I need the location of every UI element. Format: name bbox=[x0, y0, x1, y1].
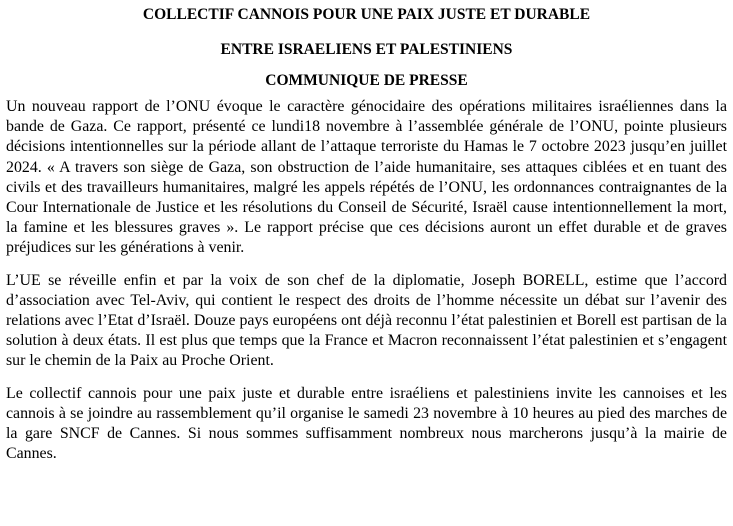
paragraph-onu-report: Un nouveau rapport de l’ONU évoque le caractère génocidaire des opérations militaires israéliennes dans la bande de Gaza. Ce rapport, présenté ce lundi18 novembre à l’assemblée générale de l’ONU, pointe plusieurs décisions intentionnelles sur la période allant de l’attaque terroriste du Hamas le 7 octobre 2023 jusqu’en juillet 2024. « A travers son siège de Gaza, son obstruction de l’aide humanitaire, ses attaques ciblées et en tuant des civils et des travailleurs humanitaires, malgré les appels répétés de l’ONU, les ordonnances contraignantes de la Cour Internationale de Justice et les résolutions du Conseil de Sécurité, Israël cause intentionnellement la mort, la famine et les blessures graves ». Le rapport précise que ces décisions auront un effet durable et de graves préjudices sur les générations à venir. bbox=[6, 98, 727, 257]
paragraph-eu-borell: L’UE se réveille enfin et par la voix de son chef de la diplomatie, Joseph BORELL, estime que l’accord d’association avec Tel-Aviv, qui contient le respect des droits de l’homme nécessite un débat sur l’avenir des relations avec l’Etat d’Israël. Douze pays européens ont déjà reconnu l’état palestinien et Borell est partisan de la solution à deux états. Il est plus que temps que la France et Macron reconnaissent l’état palestinien et s’engagent sur le chemin de la Paix au Proche Orient. bbox=[6, 271, 727, 370]
document-subtitle: COMMUNIQUE DE PRESSE bbox=[265, 72, 468, 89]
document-title-line-1: COLLECTIF CANNOIS POUR UNE PAIX JUSTE ET DURABLE bbox=[142, 6, 591, 23]
document-title-line-2: ENTRE ISRAELIENS ET PALESTINIENS bbox=[220, 41, 513, 58]
paragraph-rally-invitation: Le collectif cannois pour une paix juste et durable entre israéliens et palestiniens invite les cannoises et les cannois à se joindre au rassemblement qu’il organise le samedi 23 novembre à 10 heures au pied des marches de la gare SNCF de Cannes. Si nous sommes suffisamment nombreux nous marcherons jusqu’à la mairie de Cannes. bbox=[6, 384, 727, 463]
